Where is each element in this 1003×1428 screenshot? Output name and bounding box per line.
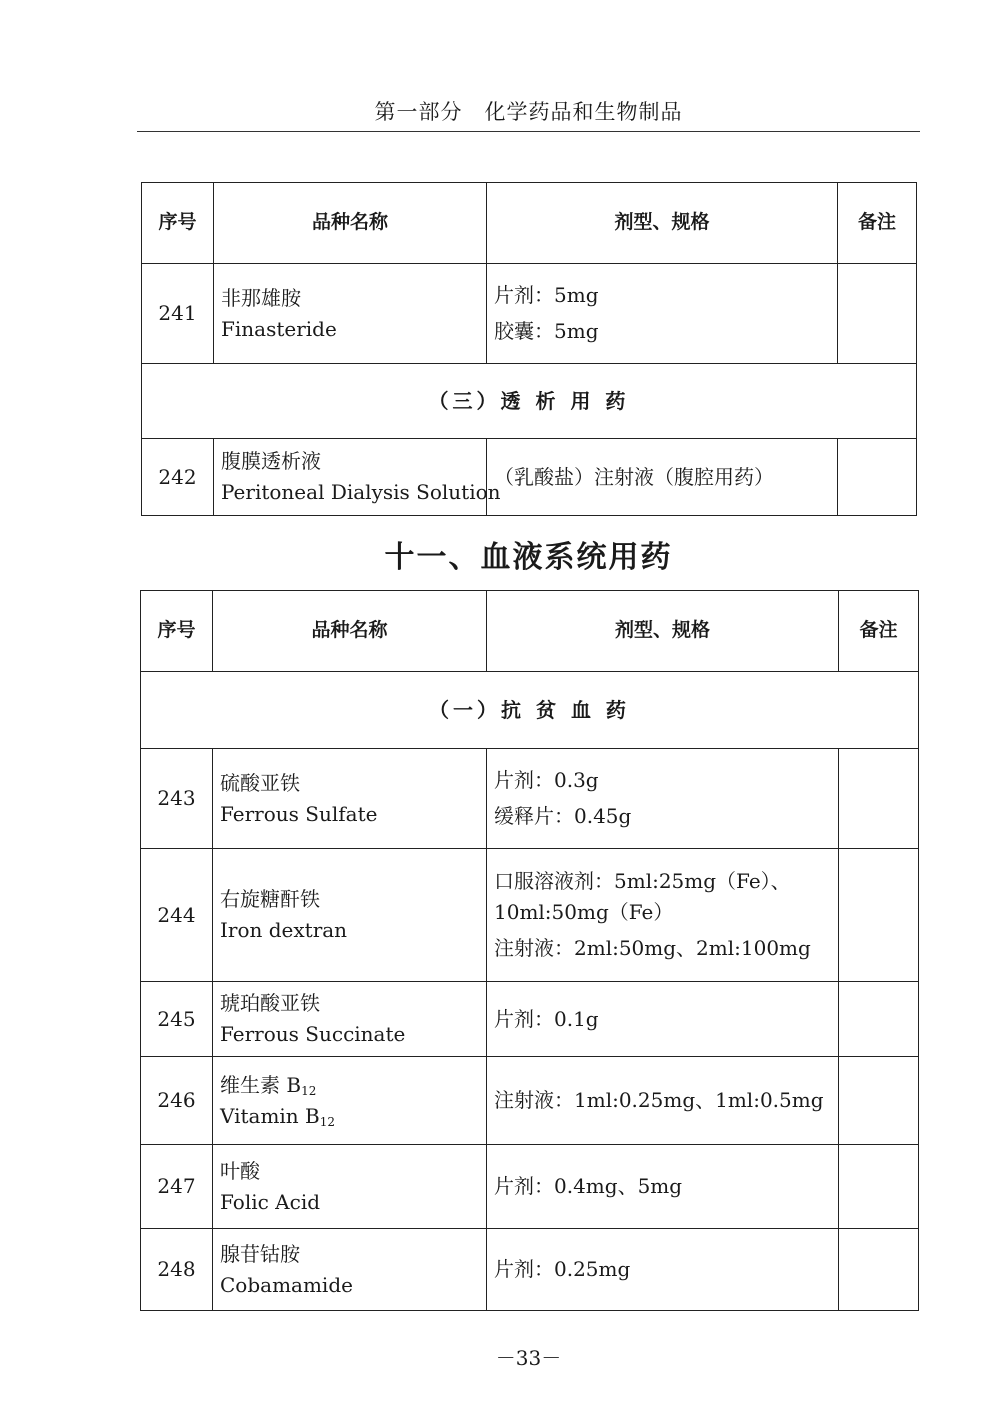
drug-spec: 注射液：2ml:50mg、2ml:100mg (494, 936, 811, 960)
drug-name-cell (213, 749, 487, 849)
drug-spec: 胶囊：5mg (494, 319, 599, 343)
col-header-form: 剂型、规格 (487, 591, 839, 672)
table-header-row (141, 591, 919, 672)
drug-spec-cell (487, 264, 838, 364)
drug-spec-continued: 10ml:50mg（Fe） (494, 900, 674, 924)
note-cell (839, 1229, 919, 1311)
drug-spec: 片剂：0.3g (494, 768, 599, 792)
table-row (141, 749, 919, 849)
table-row (141, 982, 919, 1057)
note-cell (838, 439, 917, 516)
table-row (142, 264, 917, 364)
drug-name-cell (213, 1229, 487, 1311)
drug-name-en: Iron dextran (220, 918, 348, 942)
drug-spec: 注射液：1ml:0.25mg、1ml:0.5mg (494, 1088, 824, 1112)
row-number: 243 (141, 749, 213, 849)
col-header-no: 序号 (142, 183, 214, 264)
drug-spec-cell (487, 849, 839, 982)
drug-spec: 片剂：5mg (494, 283, 599, 307)
note-cell (839, 849, 919, 982)
row-number: 241 (142, 264, 214, 364)
drug-name-cn: 腺苷钴胺 (220, 1241, 300, 1266)
col-header-note: 备注 (838, 183, 917, 264)
category-heading: （一）抗 贫 血 药 (141, 672, 919, 749)
drug-spec-cell (487, 1229, 839, 1311)
table-row (141, 1057, 919, 1145)
note-cell (839, 1057, 919, 1145)
drug-name-en: Ferrous Sulfate (220, 801, 378, 826)
row-number: 242 (142, 439, 214, 516)
drug-spec-cell (487, 439, 838, 516)
drug-name-cell (214, 439, 501, 516)
drug-name-cell (213, 982, 487, 1057)
drug-name-en: Folic Acid (220, 1189, 321, 1214)
drug-spec: 缓释片：0.45g (494, 804, 632, 828)
drug-name-en: Cobamamide (220, 1272, 353, 1297)
drug-name-en (220, 1101, 479, 1132)
subscript: 12 (301, 1083, 317, 1098)
drug-name-cell (213, 849, 487, 982)
drug-spec: （乳酸盐）注射液（腹腔用药） (494, 464, 774, 489)
page-number: －33－ (495, 1346, 562, 1370)
drug-table-2 (140, 590, 919, 1311)
row-number: 248 (141, 1229, 213, 1311)
note-cell (839, 982, 919, 1057)
col-header-name: 品种名称 (213, 591, 487, 672)
col-header-no: 序号 (141, 591, 213, 672)
drug-spec: 片剂：0.4mg、5mg (494, 1174, 683, 1198)
drug-spec: 片剂：0.1g (494, 1006, 599, 1031)
row-number: 246 (141, 1057, 213, 1145)
drug-spec: 片剂：0.25mg (494, 1257, 631, 1281)
drug-spec-cell (487, 749, 839, 849)
category-heading: （三）透 析 用 药 (142, 364, 917, 439)
category-row (142, 364, 917, 439)
drug-spec-cell (487, 982, 839, 1057)
category-row (141, 672, 919, 749)
running-header: 第一部分 化学药品和生物制品 (374, 100, 683, 124)
drug-name-cell (213, 1145, 487, 1229)
subscript: 12 (319, 1114, 336, 1129)
row-number: 245 (141, 982, 213, 1057)
drug-name-cn (220, 1070, 479, 1101)
drug-name-en: Peritoneal Dialysis Solution (221, 480, 501, 504)
drug-name-cn: 非那雄胺 (221, 285, 301, 310)
col-header-note: 备注 (839, 591, 919, 672)
drug-spec-cell (487, 1057, 839, 1145)
drug-name-cn: 右旋糖酐铁 (220, 887, 320, 911)
row-number: 247 (141, 1145, 213, 1229)
note-cell (839, 749, 919, 849)
note-cell (839, 1145, 919, 1229)
drug-name-cn-text: 维生素 B (220, 1072, 302, 1097)
col-header-form: 剂型、规格 (487, 183, 838, 264)
drug-spec: 口服溶液剂：5ml:25mg（Fe）、 (494, 869, 791, 893)
table-row (142, 439, 917, 516)
row-number: 244 (141, 849, 213, 982)
drug-name-cell (213, 1057, 487, 1145)
drug-name-cn: 腹膜透析液 (221, 449, 321, 473)
table-row (141, 849, 919, 982)
drug-name-cn: 琥珀酸亚铁 (220, 991, 320, 1015)
table-row (141, 1229, 919, 1311)
drug-name-cn: 叶酸 (220, 1158, 260, 1183)
drug-name-cell (214, 264, 487, 364)
drug-name-cn: 硫酸亚铁 (220, 770, 300, 795)
drug-name-en: Finasteride (221, 316, 337, 341)
section-title: 十一、血液系统用药 (384, 540, 673, 575)
drug-spec-cell (487, 1145, 839, 1229)
header-rule (137, 131, 920, 132)
drug-name-en: Ferrous Succinate (220, 1022, 406, 1046)
table-row (141, 1145, 919, 1229)
drug-table-1 (141, 182, 917, 516)
note-cell (838, 264, 917, 364)
col-header-name: 品种名称 (214, 183, 487, 264)
table-header-row (142, 183, 917, 264)
drug-name-en-text: Vitamin B (220, 1103, 320, 1128)
